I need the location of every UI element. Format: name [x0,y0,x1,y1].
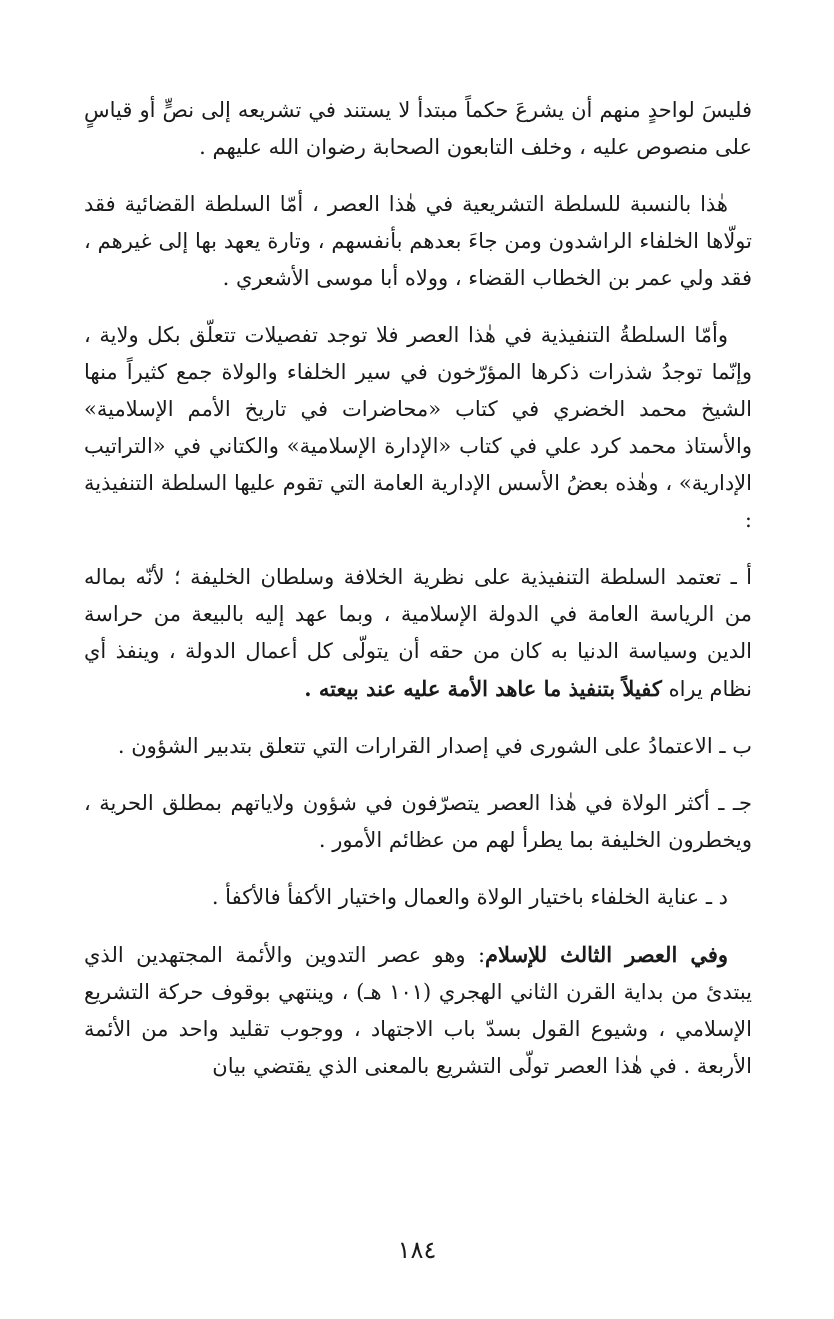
paragraph-1: فليسَ لواحدٍ منهم أن يشرعَ حكماً مبتدأ لا يستند في تشريعه إلى نصٍّ أو قياسٍ على منصوص عليه ، وخلف التابعون الصحابة رضوان الله عليهم . [84,98,752,159]
page-body [84,92,752,1105]
paragraph-2: هٰذا بالنسبة للسلطة التشريعية في هٰذا العصر ، أمّا السلطة القضائية فقد تولّاها الخلفاء الراشدون ومن جاءَ بعدهم بأنفسهم ، وتارة يعهد بها إلى غيرهم ، فقد ولي عمر بن الخطاب القضاء ، وولاه أبا موسى الأشعري . [84,192,752,290]
list-item-d: د ـ عناية الخلفاء باختيار الولاة والعمال واختيار الأكفأ فالأكفأ . [211,885,728,909]
list-item-b: ب ـ الاعتمادُ على الشورى في إصدار القرارات التي تتعلق بتدبير الشؤون . [117,734,752,758]
page-number: ١٨٤ [397,1236,437,1264]
list-item-a [84,559,752,708]
list-item-a-text: أ ـ تعتمد السلطة التنفيذية على نظرية الخلافة وسلطان الخليفة ؛ لأنّه بماله من الرياسة العامة في الدولة الإسلامية ، وبما عهد إليه بالبيعة من حراسة الدين وسياسة الدنيا به كان من حقه أن يتولّى كل أعمال الدولة ، وينفذ أي نظام يراه [84,565,752,701]
paragraph-final [84,936,752,1085]
list-item-a-bold: كفيلاً بتنفيذ ما عاهد الأمة عليه عند بيعته . [304,676,662,701]
paragraph-final-text: : وهو عصر التدوين والأئمة المجتهدين الذي يبتدئ من بداية القرن الثاني الهجري (١٠١ هـ) ، وينتهي بوقوف حركة التشريع الإسلامي ، وشيوع القول بسدّ باب الاجتهاد ، ووجوب تقليد واحد من الأئمة الأربعة . في هٰذا العصر تولّى التشريع بالمعنى الذي يقتضي بيان [84,943,752,1078]
paragraph-3: وأمّا السلطةُ التنفيذية في هٰذا العصر فلا توجد تفصيلات تتعلّق بكل ولاية ، وإنّما توجدُ شذرات ذكرها المؤرّخون في سير الخلفاء والولاة جمع كثيراً منها الشيخ محمد الخضري في كتاب «محاضرات في تاريخ الأمم الإسلامية» والأستاذ محمد كرد علي في كتاب «الإدارة الإسلامية» والكتاني في «التراتيب الإدارية» ، وهٰذه بعضُ الأسس الإدارية العامة التي تقوم عليها السلطة التنفيذية : [84,323,752,532]
era-heading: وفي العصر الثالث للإسلام [485,942,728,967]
list-item-c: جـ ـ أكثر الولاة في هٰذا العصر يتصرّفون في شؤون ولاياتهم بمطلق الحرية ، ويخطرون الخليفة بما يطرأ لهم من عظائم الأمور . [84,791,752,852]
